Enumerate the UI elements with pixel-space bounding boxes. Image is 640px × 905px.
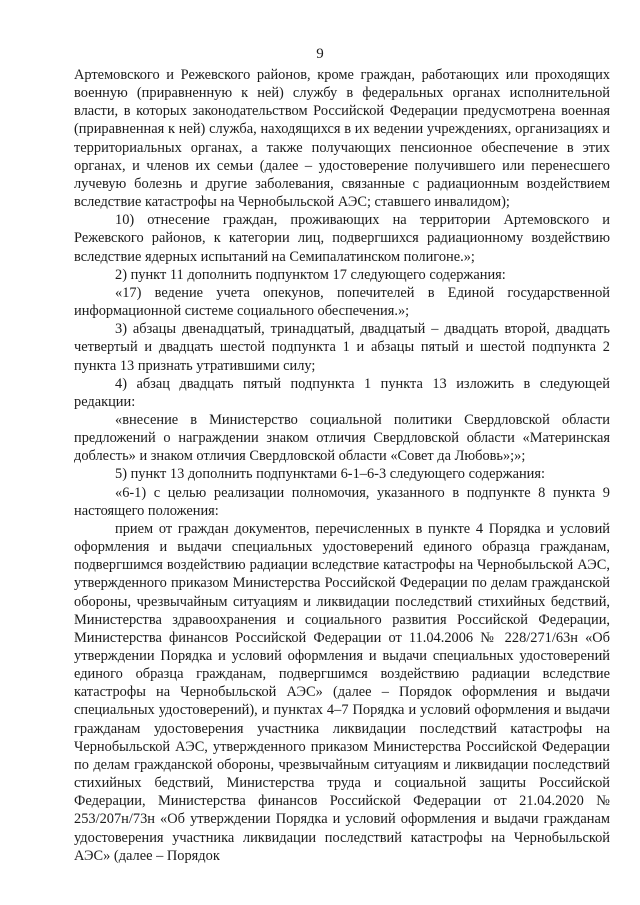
paragraph-item-10: 10) отнесение граждан, проживающих на территории Артемовского и Режевского районов, к категории лиц, подвергшихся радиационному воздействию вследствие ядерных испытаний на Семипалатинском полигоне.»; — [74, 212, 610, 265]
paragraph-continuation: Артемовского и Режевского районов, кроме граждан, работающих или проходящих военную (приравненную к ней) службу в федеральных органах исполнительной власти, в которых законодательством Российской Федерации предусмотрена военная (приравненная к ней) служба, находящихся в их ведении учреждениях, организациях и территориальных органах, а также получающих пенсионное обеспечение в этих органах, и членов их семьи (далее – удостоверение получившего или перенесшего лучевую болезнь и другие заболевания, связанные с радиационным воздействием вследствие катастрофы на Чернобыльской АЭС; ставшего инвалидом); — [74, 67, 610, 211]
paragraph-item-4-quote: «внесение в Министерство социальной политики Свердловской области предложений о награждении знаком отличия Свердловской области «Материнская доблесть» и знаком отличия Свердловской области «Совет да Любовь»;»; — [74, 411, 610, 465]
paragraph-reception: прием от граждан документов, перечисленных в пункте 4 Порядка и условий оформления и выдачи специальных удостоверений единого образца гражданам, подвергшимся воздействию радиации вследствие катастрофы на Чернобыльской АЭС, утвержденного приказом Министерства Российской Федерации по делам гражданской обороны, чрезвычайным ситуациям и ликвидации последствий стихийных бедствий, Министерства здравоохранения и социального развития Российской Федерации, Министерства финансов Российской Федерации от 11.04.2006 № 228/271/63н «Об утверждении Порядка и условий оформления и выдачи специальных удостоверений единого образца гражданам, подвергшимся воздействию радиации вследствие катастрофы на Чернобыльской АЭС» (далее – Порядок оформления и выдачи специальных удостоверений), и пунктах 4–7 Порядка и условий оформления и выдачи гражданам удостоверения участника ликвидации последствий катастрофы на Чернобыльской АЭС, утвержденного приказом Министерства Российской Федерации по делам гражданской обороны, чрезвычайным ситуациям и ликвидации последствий стихийных бедствий, Министерства труда и социальной защиты Российской Федерации, Министерства финансов Российской Федерации от 21.04.2020 № 253/207н/73н «Об утверждении Порядка и условий оформления и выдачи гражданам удостоверения участника ликвидации последствий катастрофы на Чернобыльской АЭС» (далее – Порядок — [74, 520, 610, 864]
page-number: 9 — [316, 46, 324, 62]
paragraph-item-2: 2) пункт 11 дополнить подпунктом 17 следующего содержания: — [115, 266, 506, 283]
paragraph-item-3: 3) абзацы двенадцатый, тринадцатый, двадцатый – двадцать второй, двадцать четвертый и двадцать шестой подпункта 1 и абзацы пятый и шестой подпункта 2 пункта 13 признать утратившими силу; — [74, 321, 610, 374]
document-body — [74, 66, 610, 865]
paragraph-item-5: 5) пункт 13 дополнить подпунктами 6-1–6-3 следующего содержания: — [115, 466, 545, 483]
paragraph-item-6-1: «6-1) с целью реализации полномочия, указанного в подпункте 8 пункта 9 настоящего положения: — [74, 484, 610, 519]
paragraph-item-4: 4) абзац двадцать пятый подпункта 1 пункта 13 изложить в следующей редакции: — [74, 375, 610, 410]
paragraph-item-17-quote: «17) ведение учета опекунов, попечителей в Единой государственной информационной системе социального обеспечения.»; — [74, 284, 610, 320]
